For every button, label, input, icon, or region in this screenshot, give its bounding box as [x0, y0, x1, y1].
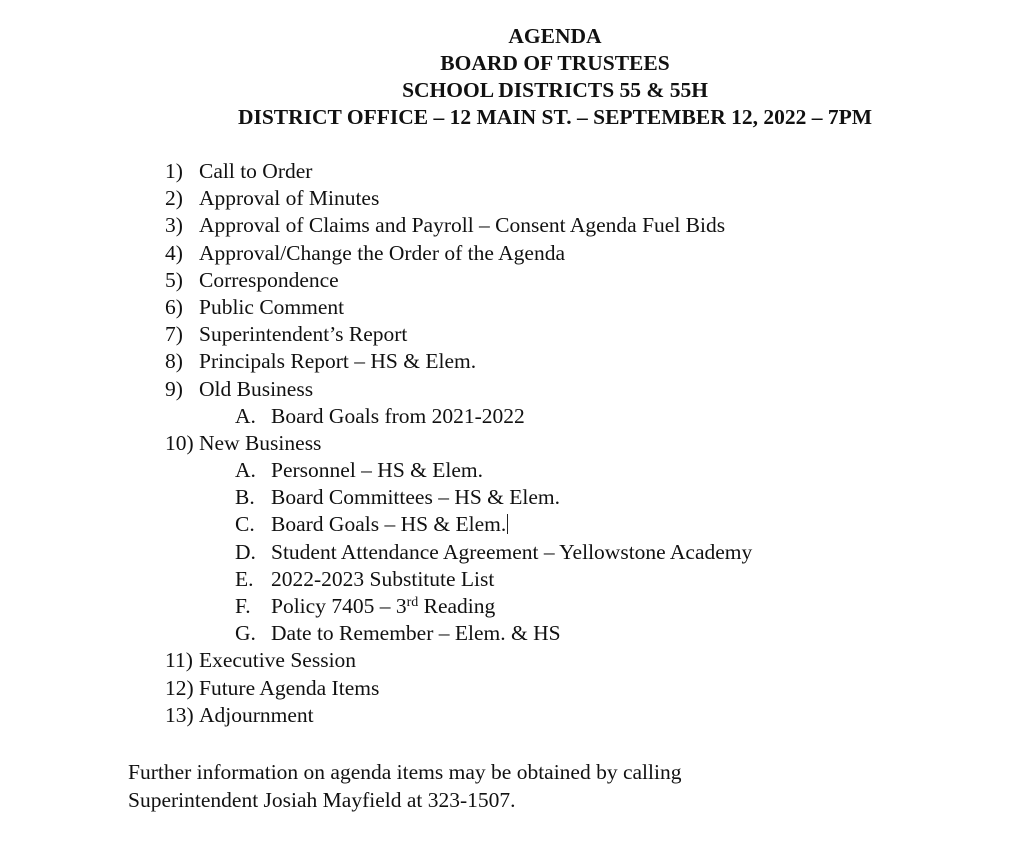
text-cursor	[507, 514, 508, 534]
header-location-date: DISTRICT OFFICE – 12 MAIN ST. – SEPTEMBER 12, 2022 – 7PM	[237, 105, 873, 129]
item-number: 8)	[165, 349, 183, 374]
item-text: Call to Order	[199, 159, 313, 183]
ordinal-suffix: rd	[406, 595, 419, 610]
header-districts: SCHOOL DISTRICTS 55 & 55H	[402, 78, 708, 102]
subitem-text: Personnel – HS & Elem.	[271, 458, 483, 483]
item-number: 5)	[165, 267, 183, 292]
subitem-text: Board Goals from 2021-2022	[271, 403, 525, 428]
subitem-text	[271, 593, 495, 620]
item-number: 1)	[165, 159, 183, 183]
subitem-letter: D.	[235, 539, 256, 564]
subitem-text: Date to Remember – Elem. & HS	[271, 621, 561, 646]
subitem-text: Board Committees – HS & Elem.	[271, 485, 561, 510]
item-number: 7)	[165, 322, 183, 347]
subitem-letter: A.	[235, 458, 256, 483]
agenda-header	[0, 23, 1024, 131]
subitem-letter: C.	[235, 512, 255, 537]
item-text: Future Agenda Items	[199, 675, 380, 700]
item-number: 11)	[165, 648, 193, 673]
item-number: 4)	[165, 240, 183, 265]
footer-line-2: Superintendent Josiah Mayfield at 323-1507.	[128, 788, 516, 812]
header-title: AGENDA	[508, 24, 602, 48]
item-number: 12)	[165, 675, 194, 700]
item-text: Old Business	[199, 376, 314, 401]
item-number: 10)	[165, 430, 194, 455]
subitem-letter: B.	[235, 485, 255, 510]
item-text: Executive Session	[199, 648, 357, 673]
subitem-text: 2022-2023 Substitute List	[271, 566, 495, 591]
item-number: 6)	[165, 294, 183, 319]
subitem-letter: F.	[235, 594, 251, 618]
item-text: Adjournment	[199, 702, 314, 727]
item-number: 2)	[165, 186, 183, 211]
item-text: Approval of Claims and Payroll – Consent Agenda Fuel Bids	[199, 213, 726, 238]
subitem-letter: A.	[235, 403, 256, 428]
subitem-text-before: Policy 7405 – 3	[271, 594, 407, 618]
agenda-footer-note	[128, 758, 681, 814]
footer-line-1: Further information on agenda items may be obtained by calling	[128, 760, 682, 784]
subitem-letter: E.	[235, 566, 254, 591]
item-text: Approval of Minutes	[199, 186, 380, 211]
item-number: 13)	[165, 702, 194, 727]
subitem-text: Board Goals – HS & Elem.	[271, 512, 507, 537]
subitem-text: Student Attendance Agreement – Yellowstone Academy	[271, 539, 753, 564]
item-text: Public Comment	[199, 294, 345, 319]
item-text: Superintendent’s Report	[199, 322, 408, 347]
item-text: Approval/Change the Order of the Agenda	[199, 240, 565, 265]
item-text: Principals Report – HS & Elem.	[199, 349, 477, 374]
item-text: Correspondence	[199, 267, 339, 292]
item-number: 3)	[165, 213, 183, 238]
subitem-text-after: Reading	[418, 594, 496, 618]
header-board: BOARD OF TRUSTEES	[440, 51, 670, 75]
subitem-text-with-caret[interactable]	[271, 511, 508, 538]
subitem-letter: G.	[235, 621, 256, 646]
item-text: New Business	[199, 430, 322, 455]
item-number: 9)	[165, 376, 183, 401]
